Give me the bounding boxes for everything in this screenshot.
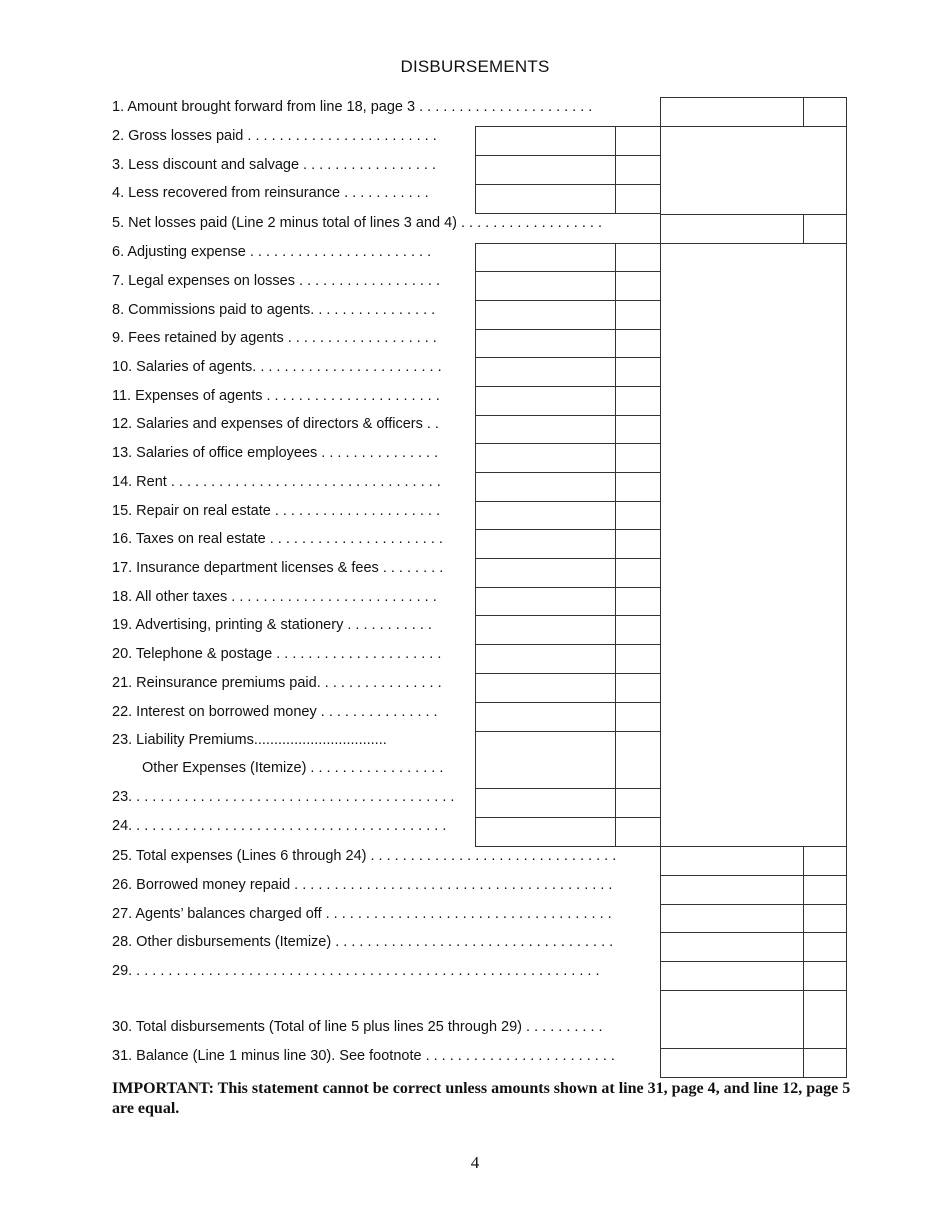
line-2-cents-field[interactable] [615, 126, 661, 156]
line-26-cents-field[interactable] [803, 875, 847, 905]
line-4-cents-field[interactable] [615, 184, 661, 214]
line-16-cents-field[interactable] [615, 529, 661, 559]
line-18-dollars-field[interactable] [475, 587, 616, 617]
line-26-dollars-field[interactable] [660, 875, 804, 905]
line-9-cents-field[interactable] [615, 329, 661, 359]
line-27-label: 27. Agents’ balances charged off . . . . . . . . . . . . . . . . . . . . . . . . . . . . . . . . . . . . [112, 906, 612, 922]
line-30-label: 30. Total disbursements (Total of line 5 plus lines 25 through 29) . . . . . . . . . . [112, 1019, 603, 1035]
line-27-dollars-field[interactable] [660, 904, 804, 934]
line-6-cents-field[interactable] [615, 243, 661, 273]
other-expenses-label: Other Expenses (Itemize) . . . . . . . . . . . . . . . . . [142, 760, 444, 776]
line-16-label: 16. Taxes on real estate . . . . . . . . . . . . . . . . . . . . . . [112, 531, 443, 547]
line-25-cents-field[interactable] [803, 846, 847, 876]
line-15-dollars-field[interactable] [475, 501, 616, 531]
line-20-cents-field[interactable] [615, 644, 661, 674]
line-31-dollars-field[interactable] [660, 1048, 804, 1078]
right-column-blank-area [660, 243, 847, 847]
line-24-label: 24. . . . . . . . . . . . . . . . . . . . . . . . . . . . . . . . . . . . . . . . [112, 818, 447, 834]
line-3-label: 3. Less discount and salvage . . . . . . . . . . . . . . . . . [112, 157, 436, 173]
line-29-label: 29. . . . . . . . . . . . . . . . . . . . . . . . . . . . . . . . . . . . . . . . . . . . . . . . . . . . . . . . . . . [112, 963, 600, 979]
line-15-cents-field[interactable] [615, 501, 661, 531]
line-10-dollars-field[interactable] [475, 357, 616, 387]
line-13-cents-field[interactable] [615, 443, 661, 473]
line-16-dollars-field[interactable] [475, 529, 616, 559]
line-7-label: 7. Legal expenses on losses . . . . . . . . . . . . . . . . . . [112, 273, 441, 289]
line-24-cents-field[interactable] [615, 817, 661, 847]
line-2-label: 2. Gross losses paid . . . . . . . . . . . . . . . . . . . . . . . . [112, 128, 437, 144]
right-column-blank-area [660, 126, 847, 215]
line-23-liability-label: 23. Liability Premiums................................. [112, 732, 387, 748]
line-20-label: 20. Telephone & postage . . . . . . . . . . . . . . . . . . . . . [112, 646, 442, 662]
line-28-dollars-field[interactable] [660, 932, 804, 962]
line-1-label: 1. Amount brought forward from line 18, page 3 . . . . . . . . . . . . . . . . . . . . . . [112, 99, 593, 115]
line-17-cents-field[interactable] [615, 558, 661, 588]
line-23-itemize-dollars-field[interactable] [475, 788, 616, 818]
line-4-dollars-field[interactable] [475, 184, 616, 214]
line-30-dollars-field[interactable] [660, 990, 804, 1049]
line-5-dollars-field[interactable] [660, 214, 804, 244]
line-22-label: 22. Interest on borrowed money . . . . . . . . . . . . . . . [112, 704, 438, 720]
line-22-cents-field[interactable] [615, 702, 661, 732]
line-25-dollars-field[interactable] [660, 846, 804, 876]
line-22-dollars-field[interactable] [475, 702, 616, 732]
line-27-cents-field[interactable] [803, 904, 847, 934]
line-21-cents-field[interactable] [615, 673, 661, 703]
line-28-cents-field[interactable] [803, 932, 847, 962]
line-14-label: 14. Rent . . . . . . . . . . . . . . . . . . . . . . . . . . . . . . . . . . [112, 474, 441, 490]
line-12-cents-field[interactable] [615, 415, 661, 445]
line-19-dollars-field[interactable] [475, 615, 616, 645]
line-13-dollars-field[interactable] [475, 443, 616, 473]
line-18-label: 18. All other taxes . . . . . . . . . . . . . . . . . . . . . . . . . . [112, 589, 437, 605]
line-21-label: 21. Reinsurance premiums paid. . . . . . . . . . . . . . . . [112, 675, 442, 691]
line-1-cents-field[interactable] [803, 97, 847, 127]
line-31-label: 31. Balance (Line 1 minus line 30). See footnote . . . . . . . . . . . . . . . . . . . . . . . . [112, 1048, 615, 1064]
line-31-cents-field[interactable] [803, 1048, 847, 1078]
line-6-label: 6. Adjusting expense . . . . . . . . . . . . . . . . . . . . . . . [112, 244, 432, 260]
line-24-dollars-field[interactable] [475, 817, 616, 847]
line-19-label: 19. Advertising, printing & stationery . . . . . . . . . . . [112, 617, 432, 633]
line-3-dollars-field[interactable] [475, 155, 616, 185]
line-4-label: 4. Less recovered from reinsurance . . . . . . . . . . . [112, 185, 429, 201]
line-11-label: 11. Expenses of agents . . . . . . . . . . . . . . . . . . . . . . [112, 388, 440, 404]
line-25-label: 25. Total expenses (Lines 6 through 24) . . . . . . . . . . . . . . . . . . . . . . . . . . . . . . . [112, 848, 617, 864]
line-17-label: 17. Insurance department licenses & fees . . . . . . . . [112, 560, 444, 576]
line-10-cents-field[interactable] [615, 357, 661, 387]
line-2-dollars-field[interactable] [475, 126, 616, 156]
line-7-cents-field[interactable] [615, 271, 661, 301]
line-11-cents-field[interactable] [615, 386, 661, 416]
line-6-dollars-field[interactable] [475, 243, 616, 273]
line-17-dollars-field[interactable] [475, 558, 616, 588]
line-8-dollars-field[interactable] [475, 300, 616, 330]
line-30-cents-field[interactable] [803, 990, 847, 1049]
line-23-liability-dollars-field[interactable] [475, 731, 616, 789]
line-10-label: 10. Salaries of agents. . . . . . . . . . . . . . . . . . . . . . . . [112, 359, 442, 375]
line-28-label: 28. Other disbursements (Itemize) . . . . . . . . . . . . . . . . . . . . . . . . . . . . . . . . . . . [112, 934, 614, 950]
page-number: 4 [470, 1153, 480, 1172]
line-21-dollars-field[interactable] [475, 673, 616, 703]
line-23-itemize-label: 23. . . . . . . . . . . . . . . . . . . . . . . . . . . . . . . . . . . . . . . . . [112, 789, 455, 805]
line-26-label: 26. Borrowed money repaid . . . . . . . . . . . . . . . . . . . . . . . . . . . . . . . . . . . . . . . . [112, 877, 613, 893]
line-9-label: 9. Fees retained by agents . . . . . . . . . . . . . . . . . . . [112, 330, 437, 346]
line-19-cents-field[interactable] [615, 615, 661, 645]
line-12-dollars-field[interactable] [475, 415, 616, 445]
line-9-dollars-field[interactable] [475, 329, 616, 359]
line-3-cents-field[interactable] [615, 155, 661, 185]
line-14-cents-field[interactable] [615, 472, 661, 502]
line-29-cents-field[interactable] [803, 961, 847, 991]
line-8-cents-field[interactable] [615, 300, 661, 330]
line-23-liability-cents-field[interactable] [615, 731, 661, 789]
line-11-dollars-field[interactable] [475, 386, 616, 416]
line-5-cents-field[interactable] [803, 214, 847, 244]
line-8-label: 8. Commissions paid to agents. . . . . . . . . . . . . . . . [112, 302, 436, 318]
important-note: IMPORTANT: This statement cannot be correct unless amounts shown at line 31, page 4, and line 12, page 5 are equal. [112, 1080, 851, 1117]
line-1-dollars-field[interactable] [660, 97, 804, 127]
line-29-dollars-field[interactable] [660, 961, 804, 991]
line-14-dollars-field[interactable] [475, 472, 616, 502]
page-title: DISBURSEMENTS [400, 57, 550, 76]
line-23-itemize-cents-field[interactable] [615, 788, 661, 818]
line-15-label: 15. Repair on real estate . . . . . . . . . . . . . . . . . . . . . [112, 503, 440, 519]
line-18-cents-field[interactable] [615, 587, 661, 617]
line-7-dollars-field[interactable] [475, 271, 616, 301]
line-20-dollars-field[interactable] [475, 644, 616, 674]
line-5-label: 5. Net losses paid (Line 2 minus total of lines 3 and 4) . . . . . . . . . . . . . . . . . . [112, 215, 602, 231]
line-12-label: 12. Salaries and expenses of directors & officers . . [112, 416, 439, 432]
line-13-label: 13. Salaries of office employees . . . . . . . . . . . . . . . [112, 445, 439, 461]
